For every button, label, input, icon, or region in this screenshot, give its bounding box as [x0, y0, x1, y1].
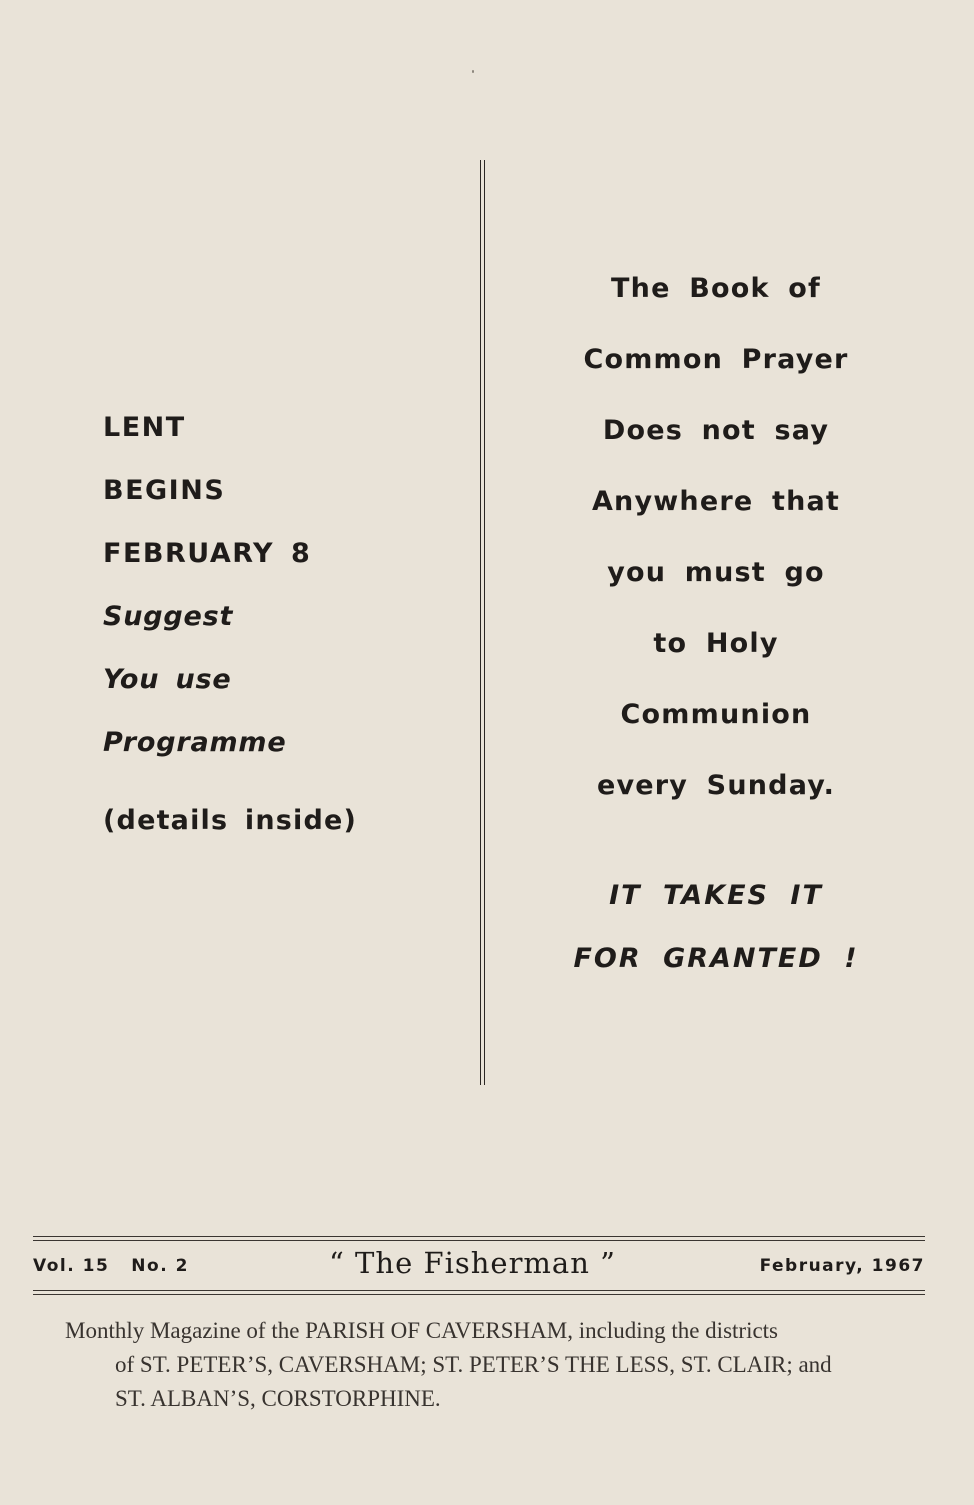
details-inside-line: (details inside) [103, 805, 358, 836]
description-line: of ST. PETER’S, CAVERSHAM; ST. PETER’S THE LESS, ST. CLAIR; and [115, 1352, 832, 1377]
programme-line: Programme [103, 727, 287, 758]
you-use-line: You use [103, 664, 232, 695]
page-speck [472, 70, 474, 73]
description-line: ST. ALBAN’S, CORSTORPHINE. [115, 1386, 441, 1411]
masthead-rule-bottom [33, 1290, 925, 1295]
notice-line: Communion [620, 699, 812, 730]
date-line: FEBRUARY 8 [103, 538, 312, 569]
notice-line: you must go [607, 557, 825, 588]
issue-date: February, 1967 [759, 1256, 925, 1276]
notice-line: The Book of [611, 273, 821, 304]
prayer-book-notice [560, 253, 872, 990]
volume-number [33, 1256, 189, 1276]
notice-line: every Sunday. [596, 770, 836, 801]
issue-number: No. 2 [131, 1256, 189, 1276]
masthead-rule-top [33, 1236, 925, 1241]
masthead [33, 1246, 925, 1286]
lent-line: LENT [103, 412, 186, 443]
volume-label: Vol. 15 [33, 1256, 110, 1276]
begins-line: BEGINS [103, 475, 226, 506]
description-line: Monthly Magazine of the PARISH OF CAVERSHAM, including the districts [65, 1318, 779, 1343]
suggest-line: Suggest [103, 601, 234, 632]
magazine-description [65, 1314, 905, 1416]
lent-notice [103, 396, 443, 852]
notice-line: Common Prayer [583, 344, 849, 375]
notice-line: to Holy [653, 628, 779, 659]
notice-line: Does not say [602, 415, 830, 446]
emphasis-block [560, 864, 872, 990]
notice-line: Anywhere that [591, 486, 841, 517]
emphasis-line: FOR GRANTED ! [573, 943, 859, 974]
emphasis-line: IT TAKES IT [609, 880, 823, 911]
column-divider [480, 160, 485, 1085]
publication-title: “ The Fisherman ” [329, 1246, 616, 1280]
